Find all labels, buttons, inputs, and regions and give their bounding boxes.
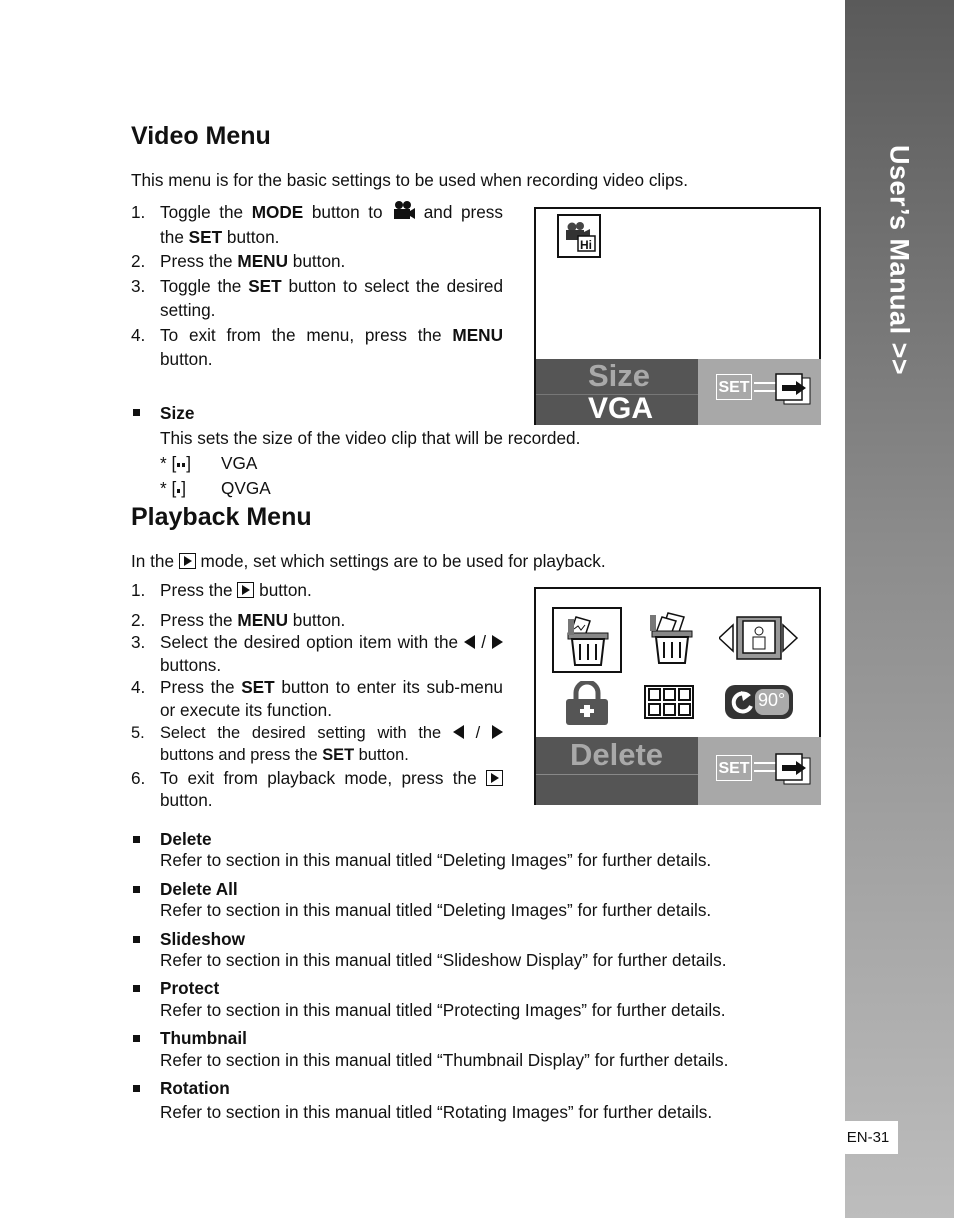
video-step-4: 4. To exit from the menu, press the MENU button. bbox=[131, 324, 503, 369]
playback-intro: In the mode, set which settings are to be used for playback. bbox=[131, 551, 606, 571]
vga-icon bbox=[176, 457, 186, 471]
right-arrow-icon bbox=[492, 635, 503, 649]
playback-menu-screen bbox=[534, 587, 821, 805]
delete-all-label: Delete All bbox=[160, 879, 238, 899]
sidebar bbox=[845, 0, 954, 1218]
protect-label: Protect bbox=[160, 978, 220, 998]
video-steps bbox=[131, 200, 503, 372]
playback-menu-band bbox=[536, 737, 698, 805]
playback-step-6: 6. To exit from playback mode, press the button. bbox=[131, 767, 503, 812]
delete-label: Delete bbox=[160, 829, 212, 849]
playback-menu-title: Delete bbox=[570, 737, 664, 772]
thumbnail-label: Thumbnail bbox=[160, 1028, 247, 1048]
size-option-qvga: * [ ] QVGA bbox=[160, 478, 271, 498]
playback-step-5: 5. Select the desired setting with the / buttons and press the SET button. bbox=[131, 722, 503, 767]
sidebar-title: User’s Manual >> bbox=[884, 145, 915, 376]
thumbnail-option-icon bbox=[644, 685, 694, 719]
video-step-2: 2. Press the MENU button. bbox=[131, 251, 346, 271]
playback-steps bbox=[131, 579, 503, 812]
video-menu-band bbox=[536, 359, 698, 425]
thumbnail-bullet bbox=[133, 1035, 140, 1042]
playback-step-2: 2. Press the MENU button. bbox=[131, 609, 346, 630]
set-button: SET bbox=[716, 374, 752, 400]
playback-menu-heading: Playback Menu bbox=[131, 503, 312, 531]
video-camera-icon bbox=[391, 200, 415, 220]
delete-all-option-icon bbox=[638, 607, 704, 673]
delete-all-bullet bbox=[133, 886, 140, 893]
left-arrow-icon bbox=[464, 635, 475, 649]
playback-icon bbox=[179, 553, 196, 569]
video-set-area bbox=[698, 359, 821, 425]
rotation-label-text: Rotation bbox=[160, 1078, 230, 1098]
size-option-vga: * [ ] VGA bbox=[160, 453, 258, 473]
video-intro: This menu is for the basic settings to be used when recording video clips. bbox=[131, 170, 688, 190]
slideshow-bullet bbox=[133, 936, 140, 943]
playback-step-1: 1. Press the button. bbox=[131, 580, 312, 600]
playback-step-3: 3. Select the desired option item with the / buttons. bbox=[131, 631, 503, 676]
delete-all-description: Refer to section in this manual titled “Deleting Images” for further details. bbox=[160, 900, 712, 920]
rotation-bullet bbox=[133, 1085, 140, 1092]
playback-icon bbox=[237, 582, 254, 598]
rotation-label: 90° bbox=[758, 690, 786, 710]
size-bullet bbox=[133, 409, 140, 416]
playback-step-4: 4. Press the SET button to enter its sub-menu or execute its function. bbox=[131, 677, 503, 720]
delete-bullet bbox=[133, 836, 140, 843]
sidebar-title-area bbox=[845, 0, 954, 400]
delete-description: Refer to section in this manual titled “Deleting Images” for further details. bbox=[160, 850, 712, 870]
video-menu-value: VGA bbox=[588, 392, 654, 425]
playback-set-area bbox=[698, 737, 821, 805]
slideshow-label: Slideshow bbox=[160, 929, 245, 949]
rotation-option-icon bbox=[725, 685, 793, 719]
video-menu-screen bbox=[534, 207, 821, 425]
delete-option-icon bbox=[552, 607, 622, 673]
thumbnail-description: Refer to section in this manual titled “Thumbnail Display” for further details. bbox=[160, 1050, 729, 1070]
set-button: SET bbox=[716, 755, 752, 781]
video-step-1: 1. Toggle the MODE button to and press the SET button. bbox=[131, 202, 503, 247]
slideshow-option-icon bbox=[719, 607, 799, 673]
video-step-3: 3. Toggle the SET button to select the desired setting. bbox=[131, 275, 503, 320]
video-size-icon bbox=[557, 214, 601, 258]
enter-arrow-icon bbox=[754, 751, 816, 787]
protect-bullet bbox=[133, 985, 140, 992]
svg-text:Hi: Hi bbox=[580, 238, 592, 252]
playback-icon bbox=[486, 770, 503, 786]
video-menu-title: Size bbox=[588, 358, 651, 393]
enter-arrow-icon bbox=[754, 371, 816, 407]
size-label: Size bbox=[160, 403, 195, 423]
size-description: This sets the size of the video clip that will be recorded. bbox=[160, 428, 581, 448]
left-arrow-icon bbox=[453, 725, 464, 739]
right-arrow-icon bbox=[492, 725, 503, 739]
protect-option-icon bbox=[562, 681, 612, 727]
video-menu-heading: Video Menu bbox=[131, 122, 271, 150]
protect-description: Refer to section in this manual titled “Protecting Images” for further details. bbox=[160, 1000, 726, 1020]
slideshow-description: Refer to section in this manual titled “Slideshow Display” for further details. bbox=[160, 950, 727, 970]
page-number: EN-31 bbox=[838, 1121, 898, 1154]
rotation-description: Refer to section in this manual titled “Rotating Images” for further details. bbox=[160, 1102, 713, 1122]
